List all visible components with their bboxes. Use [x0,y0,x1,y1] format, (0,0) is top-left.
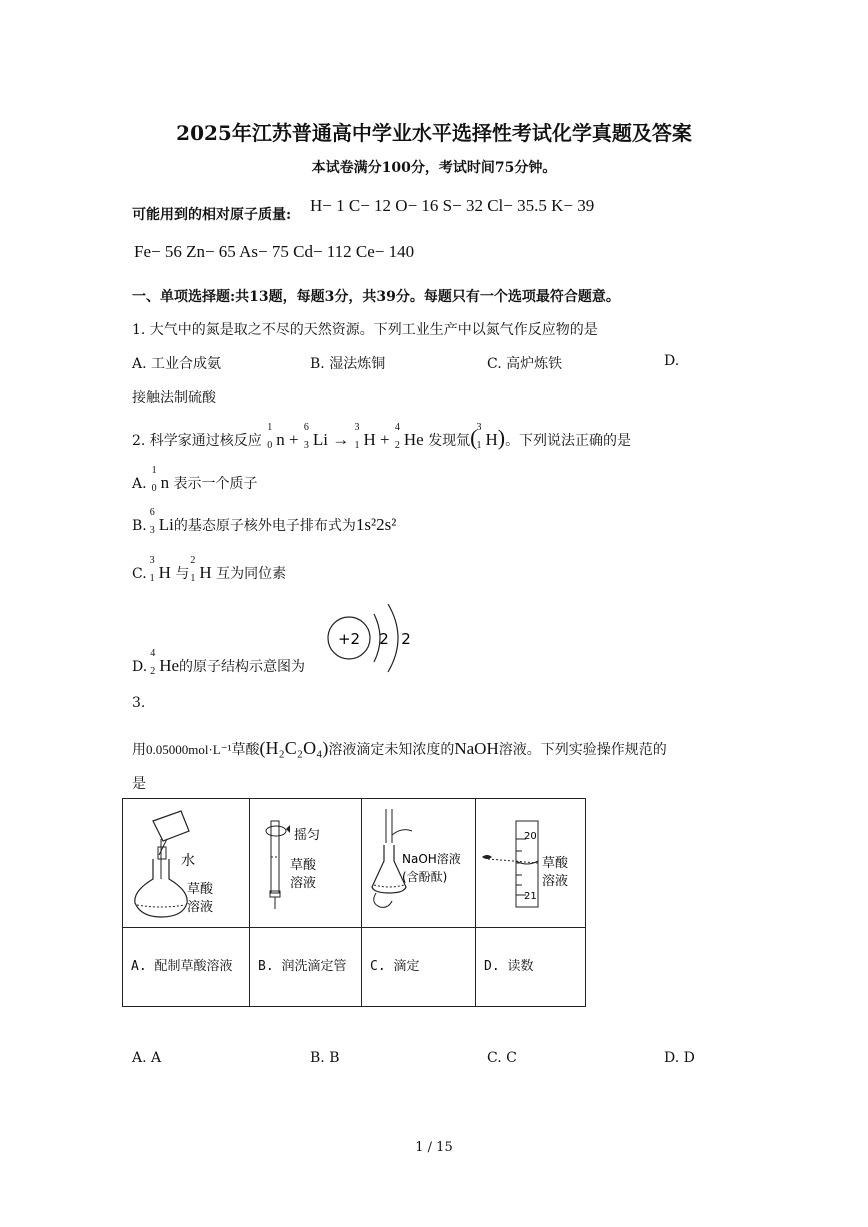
shell2-electrons: 2 [401,630,411,648]
burette-reading-figure [476,799,585,923]
page-number: 1 / 15 [415,1140,453,1155]
q3-option-b: B. B [310,1050,340,1066]
nuclear-equation: 1 0 n [267,422,285,451]
q1-stem: 1. 大气中的氮是取之不尽的天然资源。下列工业生产中以氮气作反应物的是 [132,322,598,338]
page-title: 2025年江苏普通高中学业水平选择性考试化学真题及答案 [176,121,692,145]
volumetric-flask-figure [123,799,249,923]
shake-label: 摇匀 [294,828,321,843]
mark-21: 21 [524,891,537,902]
experiment-table [122,798,586,1007]
q3-stem-end: 是 [132,776,146,792]
titration-figure [362,799,475,923]
figure-c-cell [362,799,476,928]
burette-rinse-figure [250,799,361,923]
figure-b-cell [250,799,362,928]
q1-option-a: A. 工业合成氨 [132,356,222,372]
q3-number: 3. [132,695,146,711]
figure-d-cell [476,799,586,928]
oxalic-label-d: 草酸 [542,856,569,871]
nucleus-charge: +2 [337,630,361,648]
helium-atom-diagram [322,600,418,676]
atomic-mass-line1: H− 1 C− 12 O− 16 S− 32 Cl− 35.5 K− 39 [310,196,595,215]
oxalic-label-a: 草酸 [187,882,214,897]
section-heading: 一、单项选择题:共13题，每题3分，共39分。每题只有一个选项最符合题意。 [132,289,620,305]
exam-info: 本试卷满分100分，考试时间75分钟。 [311,160,557,176]
caption-d: D. 读数 [476,928,586,1007]
q2-option-d: D. 4 2 He的原子结构示意图为 [132,648,306,677]
q1-option-d-text: 接触法制硫酸 [132,390,216,406]
q2-option-a: A. 1 0 n 表示一个质子 [132,465,258,494]
solution-label-a: 溶液 [187,900,214,915]
caption-b: B. 润洗滴定管 [250,928,362,1007]
caption-a: A. 配制草酸溶液 [123,928,250,1007]
water-label: 水 [181,853,195,869]
shell1-electrons: 2 [379,630,389,648]
solution-label-d: 溶液 [542,874,569,889]
naoh-label: NaOH溶液 [402,852,461,866]
q3-option-a: A. A [132,1050,162,1066]
q1-option-b: B. 湿法炼铜 [310,356,386,372]
q2-stem: 2. 科学家通过核反应 1 0 n + 6 3 Li → 3 1 H + 4 2 He 发现氚( 3 1 H)。下列说法正确的是 [132,422,632,451]
q3-option-d: D. D [664,1050,695,1066]
solution-label-b: 溶液 [290,876,317,891]
eye-icon [482,855,492,859]
q2-option-c: C. 3 1 H 与 2 1 H 互为同位素 [132,555,287,584]
caption-c: C. 滴定 [362,928,476,1007]
q3-option-c: C. C [487,1050,517,1066]
q2-option-b: B. 6 3 Li的基态原子核外电子排布式为1s²2s² [132,507,397,536]
figure-a-cell [123,799,250,928]
q3-stem: 用0.05000mol·L⁻¹草酸(H₂C₂O₄)溶液滴定未知浓度的NaOH溶液。下列实验操作规范的 [132,738,667,758]
atomic-mass-line2: Fe− 56 Zn− 65 As− 75 Cd− 112 Ce− 140 [134,242,415,261]
q1-option-d: D. [664,353,680,369]
oxalic-label-b: 草酸 [290,858,317,873]
q1-option-c: C. 高炉炼铁 [487,356,563,372]
phenolphthalein-label: (含酚酞) [402,870,448,884]
mark-20: 20 [524,831,537,842]
atomic-mass-label: 可能用到的相对原子质量: [132,207,292,223]
